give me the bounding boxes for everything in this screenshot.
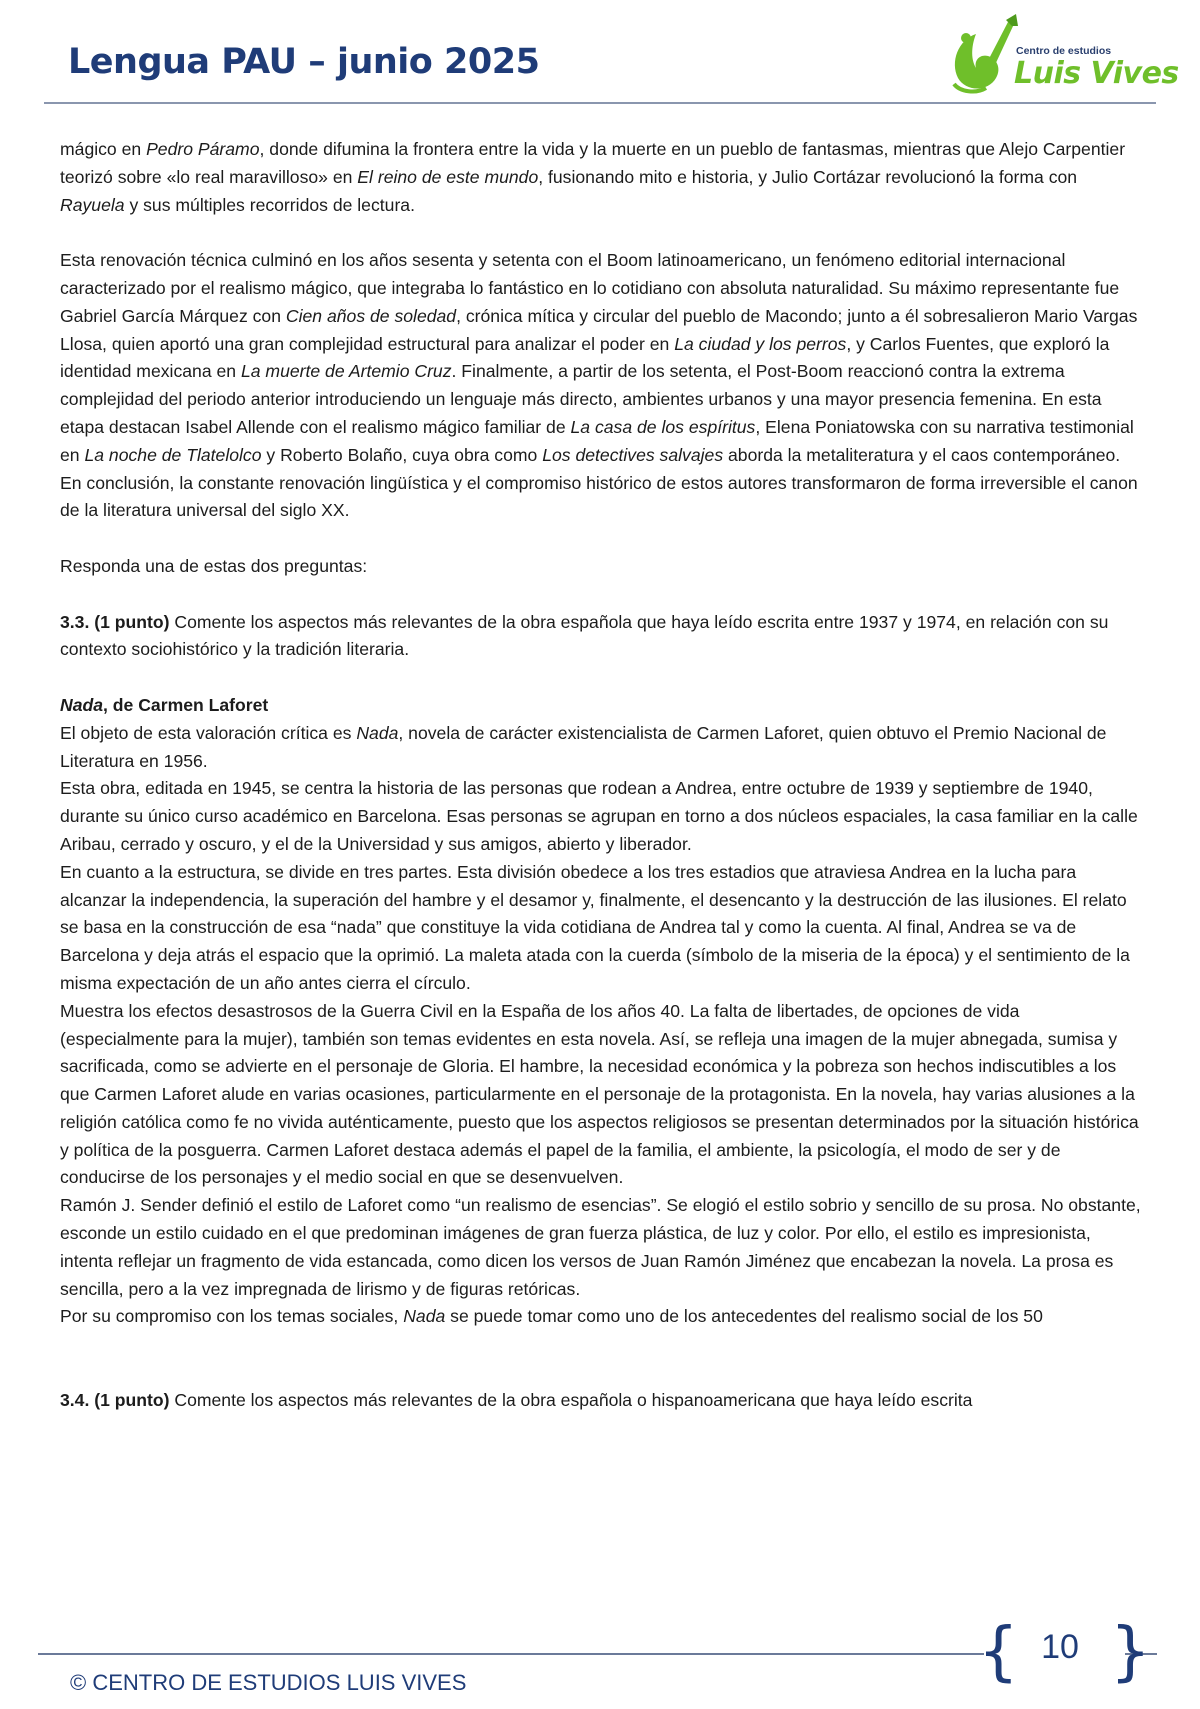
work-title-nada: Nada xyxy=(356,722,399,743)
text-run: Por su compromiso con los temas sociales, xyxy=(60,1306,404,1327)
bracket-right-icon: } xyxy=(1110,1615,1151,1689)
document-title: Lengua PAU – junio 2025 xyxy=(68,42,540,82)
section-title-nada xyxy=(60,692,1142,720)
work-title-tlatelolco: La noche de Tlatelolco xyxy=(84,444,262,465)
text-run: , novela de carácter existencialista de Carmen Laforet, quien obtuvo el Premio Nacional de Literatura en 1956. xyxy=(60,722,1107,771)
work-title-el-reino: El reino de este mundo xyxy=(357,166,539,187)
text-run: El objeto de esta valoración crítica es xyxy=(60,722,357,743)
question-text: Comente los aspectos más relevantes de la obra española o hispanoamericana que haya leído escrita xyxy=(169,1389,973,1410)
text-run: y sus múltiples recorridos de lectura. xyxy=(124,194,415,215)
work-title-cien-anos: Cien años de soledad xyxy=(285,305,457,326)
work-title-la-ciudad: La ciudad y los perros xyxy=(674,333,847,354)
paragraph-nada-4: Muestra los efectos desastrosos de la Guerra Civil en la España de los años 40. La falta de libertades, de opciones de vida (especialmente para la mujer), también son temas evidentes en esta novela. Así, se refleja una imagen de la mujer abnegada, sumisa y sacrificada, como se advierte en el personaje de Gloria. El hambre, la necesidad económica y la pobreza son hechos indiscutibles a los que Carmen Laforet alude en varias ocasiones, particularmente en el personaje de la protagonista. En la novela, hay varias alusiones a la religión católica como fe no vivida auténticamente, puesto que los aspectos religiosos se presentan determinados por la situación histórica y política de la posguerra. Carmen Laforet destaca además el papel de la familia, el ambiente, la psicología, el modo de ser y de conducirse de los personajes y el medio social en que se desenvuelven. xyxy=(60,1000,1139,1188)
question-3-3 xyxy=(60,609,1142,665)
text-run: , fusionando mito e historia, y Julio Cortázar revolucionó la forma con xyxy=(538,166,1078,187)
text-run: aborda la metaliteratura y el caos contemporáneo. En conclusión, la constante renovación lingüística y el compromiso histórico de estos autores transformaron de forma irreversible el canon de la literatura universal del siglo XX. xyxy=(60,444,1138,521)
text-run: , crónica mítica y circular del pueblo de Macondo; junto a él sobresalieron Mario Vargas Llosa, quien aportó una gran complejidad estructural para analizar el poder en xyxy=(60,305,1138,354)
paragraph-boom-intro xyxy=(60,136,1142,219)
document-body xyxy=(60,136,1142,1415)
page-footer xyxy=(0,1610,1200,1709)
paragraph-nada-5: Ramón J. Sender definió el estilo de Laforet como “un realismo de esencias”. Se elogió el estilo sobrio y sencillo de su prosa. No obstante, esconde un estilo cuidado en el que predominan imágenes de gran fuerza plástica, de luz y color. Por ello, el estilo es impresionista, intenta reflejar un fragmento de vida estancada, como dicen los versos de Juan Ramón Jiménez que encabezan la novela. La prosa es sencilla, pero a la vez impregnada de lirismo y de figuras retóricas. xyxy=(60,1195,1141,1299)
question-label: 3.3. (1 punto) xyxy=(60,611,170,632)
work-title-detectives: Los detectives salvajes xyxy=(542,444,724,465)
footer-copyright: © CENTRO DE ESTUDIOS LUIS VIVES xyxy=(70,1670,467,1695)
work-title-rayuela: Rayuela xyxy=(60,194,125,215)
paragraph-nada-6 xyxy=(60,1303,1142,1331)
question-3-4 xyxy=(60,1387,1142,1415)
page-header xyxy=(0,0,1200,106)
page-number: 10 xyxy=(1041,1628,1079,1666)
work-title-casa-espiritus: La casa de los espíritus xyxy=(570,416,756,437)
footer-divider xyxy=(38,1653,984,1655)
text-run: , y Carlos Fuentes, que exploró la identidad mexicana en xyxy=(60,333,1110,382)
paragraph-nada-2: Esta obra, editada en 1945, se centra la historia de las personas que rodean a Andrea, entre octubre de 1939 y septiembre de 1940, durante su único curso académico en Barcelona. Esas personas se agrupan en torno a dos núcleos espaciales, la casa familiar en la calle Aribau, cerrado y oscuro, y el de la Universidad y sus amigos, abierto y liberador. xyxy=(60,778,1138,854)
instruction-line: Responda una de estas dos preguntas: xyxy=(60,555,368,576)
logo-subtitle: Centro de estudios xyxy=(1016,45,1112,57)
paragraph-boom xyxy=(60,247,1142,525)
text-run: , donde difumina la frontera entre la vida y la muerte en un pueblo de fantasmas, mientras que Alejo Carpentier teorizó sobre «lo real maravilloso» en xyxy=(60,139,1126,187)
author-name: , de Carmen Laforet xyxy=(103,694,269,715)
text-run: y Roberto Bolaño, cuya obra como xyxy=(261,444,543,465)
paragraph-nada-3: En cuanto a la estructura, se divide en tres partes. Esta división obedece a los tres estadios que atraviesa Andrea en la lucha para alcanzar la independencia, la superación del hambre y el desamor y, finalmente, el desencanto y la destrucción de las ilusiones. El relato se basa en la construcción de esa “nada” que constituye la vida cotidiana de Andrea tal y como la cuenta. Al final, Andrea se va de Barcelona y deja atrás el espacio que la oprimió. La maleta atada con la cuerda (símbolo de la miseria de la época) y el sentimiento de la misma expectación de un año antes cierra el círculo. xyxy=(60,861,1130,993)
bracket-left-icon: { xyxy=(978,1615,1019,1689)
question-label: 3.4. (1 punto) xyxy=(60,1389,170,1410)
paragraph-nada-1 xyxy=(60,720,1142,776)
text-run: , Elena Poniatowska con su narrativa testimonial en xyxy=(60,416,1134,465)
header-divider xyxy=(44,102,1156,104)
question-text: Comente los aspectos más relevantes de la obra española que haya leído escrita entre 1937 y 1974, en relación con su contexto sociohistórico y la tradición literaria. xyxy=(60,611,1109,660)
work-title-nada: Nada xyxy=(403,1306,446,1327)
logo-name: Luis Vives xyxy=(1014,56,1179,91)
work-title-artemio-cruz: La muerte de Artemio Cruz xyxy=(240,361,452,382)
text-run: mágico en xyxy=(60,139,147,159)
work-title-pedro-paramo: Pedro Páramo xyxy=(146,139,260,159)
text-run: . Finalmente, a partir de los setenta, el Post-Boom reaccionó contra la extrema complejidad del periodo anterior introduciendo un lenguaje más directo, ambientes urbanos y una mayor presencia femenina. En esta etapa destacan Isabel Allende con el realismo mágico familiar de xyxy=(60,361,1102,437)
text-run: Esta renovación técnica culminó en los años sesenta y setenta con el Boom latinoamericano, un fenómeno editorial internacional caracterizado por el realismo mágico, que integraba lo fantástico en lo cotidiano con absoluta naturalidad. Su máximo representante fue Gabriel García Márquez con xyxy=(60,250,1120,326)
work-title-nada: Nada xyxy=(60,694,104,715)
centro-luis-vives-logo xyxy=(946,14,1179,96)
text-run: se puede tomar como uno de los antecedentes del realismo social de los 50 xyxy=(445,1306,1043,1327)
